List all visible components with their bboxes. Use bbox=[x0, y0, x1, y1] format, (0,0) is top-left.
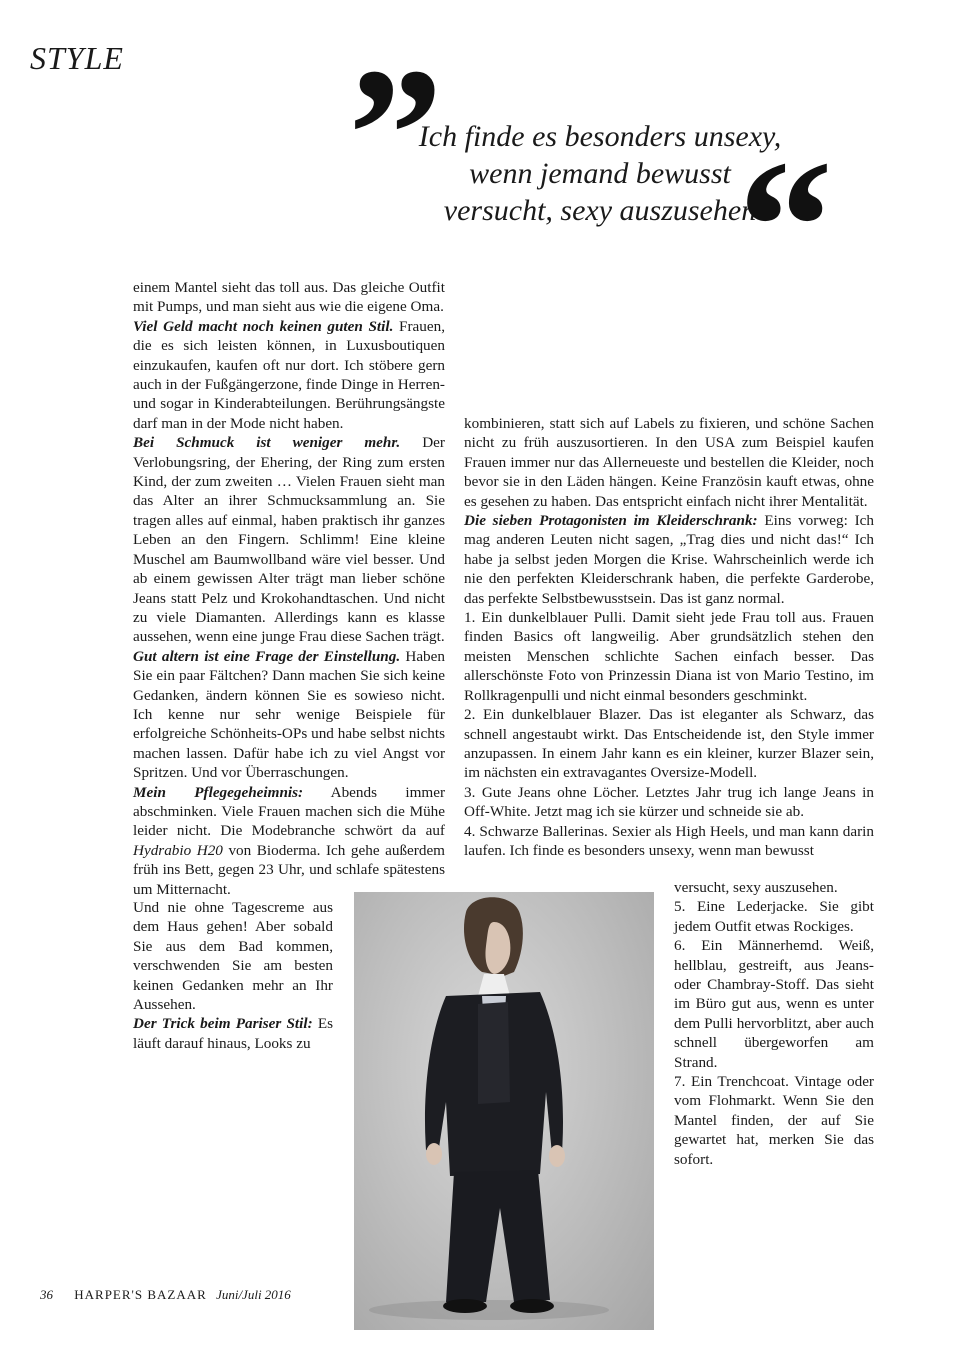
paragraph-text: Abends immer abschminken. Viele Frauen machen sich die Mühe leider nicht. Die Modebranche schwört da auf bbox=[133, 783, 445, 840]
paragraph bbox=[133, 433, 445, 646]
paragraph bbox=[133, 317, 445, 433]
pull-quote-line: wenn jemand bewusst bbox=[469, 157, 731, 190]
article-column-right-narrow bbox=[674, 878, 874, 1169]
paragraph: Und nie ohne Tagescreme aus dem Haus gehen! Aber sobald Sie aus dem Bad kommen, verschwenden Sie am besten keinen Gedanken mehr an Ihr Aussehen. bbox=[133, 899, 333, 1014]
list-item: 1. Ein dunkelblauer Pulli. Damit sieht jede Frau toll aus. Frauen finden Basics oft langweilig. Aber grundsätzlich stehen den meisten Menschen schlichte Sachen einfach besser. Das allerschönste Foto von Prinzessin Diana ist von Mario Testino, im Rollkragenpulli und nicht einmal besonders geschminkt. bbox=[464, 609, 874, 704]
paragraph-text: Der Verlobungsring, der Ehering, der Ring zum ersten Kind, der zum zweiten … Vielen Frauen sieht man das Alter an ihrer Schmucksammlung an. Sie tragen alles auf einmal, haben praktisch ihr ganzes Leben an den Fingern. Schlimm! Eine kleine Muschel am Baumwollband wäre viel besser. Und ab einem gewissen Alter trägt man lieber schöne Jeans statt Pelz und Krokohandtaschen. Und nicht zu viele Diamanten. Allerdings kann es klasse aussehen, wenn eine junge Frau diese Sachen trägt. bbox=[133, 434, 445, 646]
paragraph bbox=[133, 647, 445, 783]
paragraph: einem Mantel sieht das toll aus. Das gleiche Outfit mit Pumps, und man sieht aus wie die eigene Oma. bbox=[133, 279, 445, 316]
closing-quote-mark: “ bbox=[738, 122, 833, 332]
article-column-left bbox=[133, 278, 445, 899]
subheading: Mein Pflegegeheimnis: bbox=[133, 783, 304, 801]
paragraph bbox=[133, 783, 445, 899]
list-item: 6. Ein Männerhemd. Weiß, hellblau, gestreift, aus Jeans- oder Chambray-Stoff. Das sieht im Büro gut aus, wenn es unter dem Pulli hervorblitzt, aber auch schnell übergeworfen am Strand. bbox=[674, 937, 874, 1071]
list-item: 4. Schwarze Ballerinas. Sexier als High Heels, und man kann darin laufen. Ich finde es besonders unsexy, wenn man bewusst bbox=[464, 822, 874, 859]
paragraph-text: Haben Sie ein paar Fältchen? Dann machen Sie sich keine Gedanken, ändern können Sie es sowieso nicht. Ich kenne nur sehr wenige Beispiele für erfolgreiche Schönheits-OPs und habe selbst nichts machen lassen. Dafür habe ich zu viel Angst vor Spritzen. Und vor Überraschungen. bbox=[133, 647, 445, 782]
list-item: 7. Ein Trenchcoat. Vintage oder vom Flohmarkt. Wenn Sie den Mantel finden, der auf Sie gewartet hat, merken Sie das sofort. bbox=[674, 1073, 874, 1168]
subheading: Der Trick beim Pariser Stil: bbox=[133, 1015, 313, 1033]
paragraph-text: Eins vorweg: Ich mag anderen Leuten nicht sagen, „Trag dies und nicht das!“ Ich habe ja selbst jeden Morgen die Krise. Wahrscheinlich werde ich nie den perfekten Kleiderschrank haben, die perfekte Garderobe, das perfekte Selbstbewusstsein. Das ist ganz normal. bbox=[464, 512, 874, 607]
list-item: 3. Gute Jeans ohne Löcher. Letztes Jahr trug ich lange Jeans in Off-White. Jetzt mag ich sie kürzer und schneide sie ab. bbox=[464, 783, 874, 821]
paragraph-text: Frauen, die es sich leisten können, in Luxusboutiquen einzukaufen, kaufen oft nur dort. Ich stöbere gern auch in der Fußgängerzone, finde Dinge in Herren- und sogar in Kinderabteilungen. Berührungsängste darf man in der Mode nicht haben. bbox=[133, 317, 445, 432]
section-title: STYLE bbox=[30, 40, 124, 76]
paragraph bbox=[464, 511, 874, 608]
opening-quote-mark: ” bbox=[348, 30, 443, 240]
pull-quote-line: versucht, sexy auszusehen bbox=[443, 194, 757, 227]
pull-quote-line: Ich finde es besonders unsexy, bbox=[418, 120, 782, 153]
fashion-photo bbox=[354, 892, 654, 1330]
product-name: Hydrabio H20 bbox=[133, 841, 223, 859]
list-item: 2. Ein dunkelblauer Blazer. Das ist eleganter als Schwarz, das schnell angestaubt wirkt. Das Entscheidende ist, den Style immer anzupassen. In einem Jahr kann es ein kleiner, kurzer Blazer sein, im nächsten ein extravagantes Oversize-Modell. bbox=[464, 706, 874, 782]
page-number: 36 bbox=[40, 1287, 53, 1302]
paragraph-text: von Bioderma. Ich gehe außerdem früh ins Bett, gegen 23 Uhr, und schlafe spätestens um Mitternacht. bbox=[133, 841, 445, 898]
magazine-name: HARPER'S BAZAAR bbox=[74, 1287, 207, 1302]
issue-date: Juni/Juli 2016 bbox=[216, 1287, 291, 1302]
subheading: Bei Schmuck ist weniger mehr. bbox=[133, 434, 401, 452]
paragraph-text: Es läuft darauf hinaus, Looks zu bbox=[133, 1015, 334, 1052]
paragraph bbox=[133, 1014, 333, 1053]
list-item-continued: versucht, sexy auszusehen. bbox=[674, 879, 838, 896]
paragraph: kombinieren, statt sich auf Labels zu fixieren, und schöne Sachen nicht zu früh auszusortieren. In den USA zum Beispiel kaufen Frauen immer nur das Allerneueste und bestellen die Kleider, noch bevor sie in den Läden hängen. Keine Französin kauft etwas, ohne es gesehen zu haben. Das entspricht einfach nicht ihrer Mentalität. bbox=[464, 415, 874, 510]
model-figure-illustration bbox=[354, 892, 654, 1330]
list-item: 5. Eine Lederjacke. Sie gibt jedem Outfit etwas Rockiges. bbox=[674, 898, 874, 935]
article-column-right bbox=[464, 414, 874, 860]
page-footer bbox=[40, 1287, 291, 1303]
subheading: Die sieben Protagonisten im Kleiderschrank: bbox=[464, 512, 758, 530]
subheading: Gut altern ist eine Frage der Einstellung. bbox=[133, 647, 401, 665]
subheading: Viel Geld macht noch keinen guten Stil. bbox=[133, 317, 394, 335]
article-column-left-narrow bbox=[133, 898, 333, 1053]
